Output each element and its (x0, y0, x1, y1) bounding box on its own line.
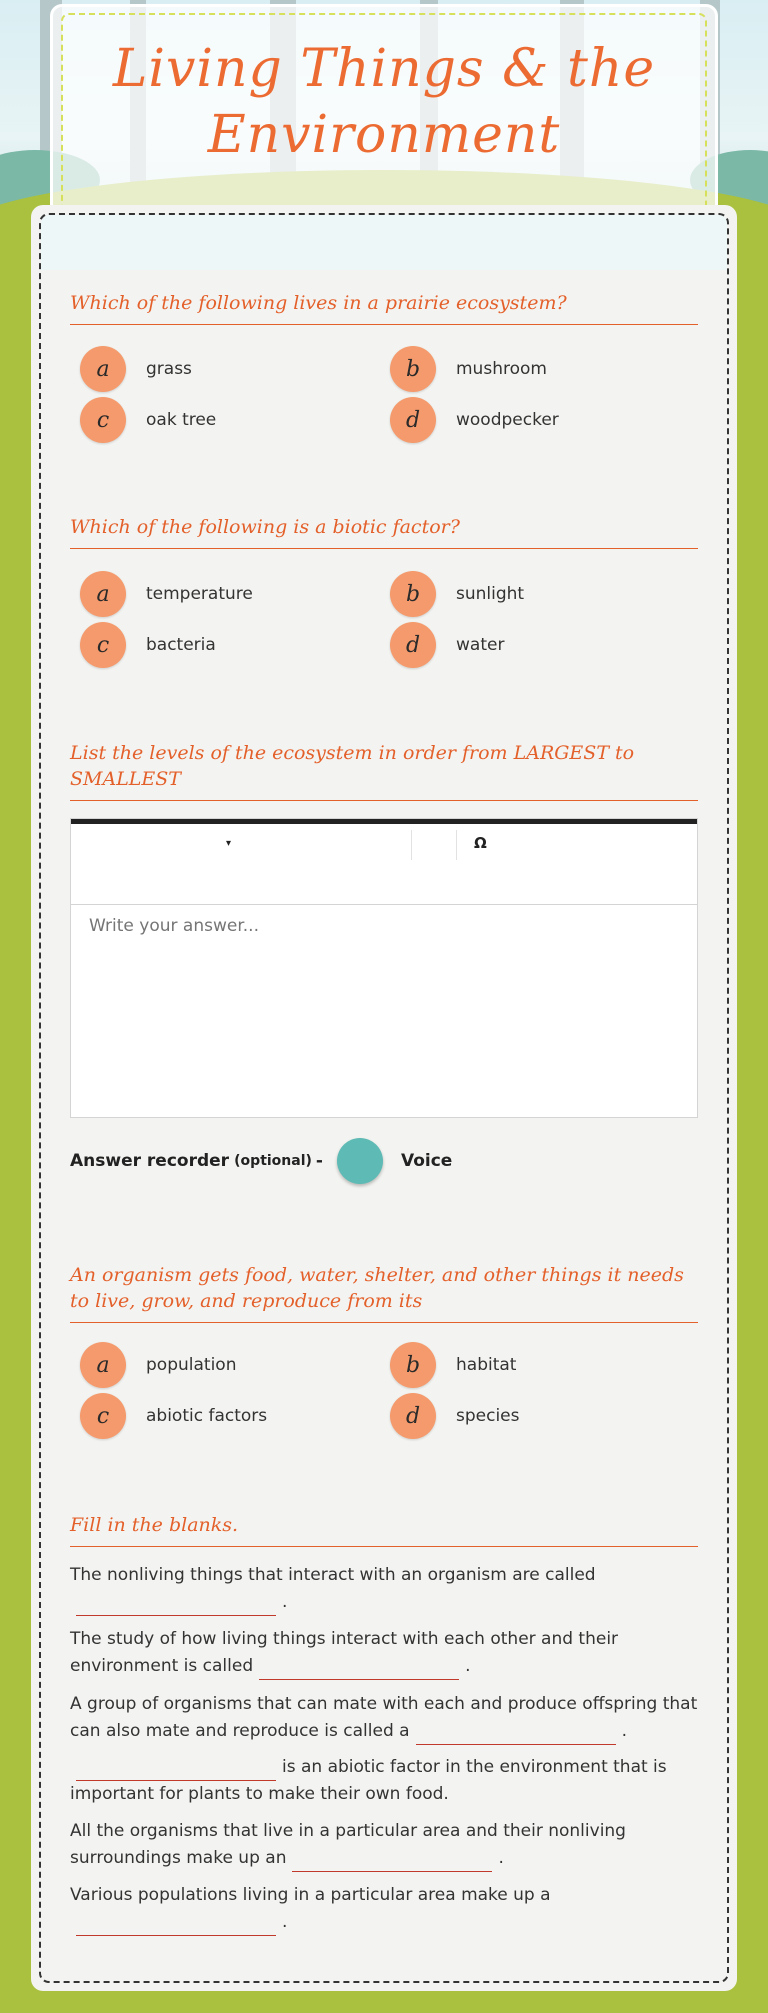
blank-input[interactable] (76, 1913, 276, 1936)
fill-in-sentence-3 (70, 1691, 698, 1745)
recorder-dash: - (315, 1151, 323, 1171)
toolbar-divider (456, 830, 457, 860)
question-4 (70, 1262, 698, 1323)
answer-editor (70, 818, 698, 1118)
answer-recorder (70, 1138, 452, 1184)
sentence-text: . (282, 1912, 288, 1932)
blank-input[interactable] (76, 1593, 276, 1616)
option-text: bacteria (146, 635, 216, 655)
question-title: Which of the following is a biotic factor? (70, 514, 698, 549)
option-text: habitat (456, 1355, 517, 1375)
question-title: An organism gets food, water, shelter, and other things it needs to live, grow, and reproduce from its (70, 1262, 698, 1323)
recorder-voice-label: Voice (400, 1151, 453, 1171)
option-letter-bubble[interactable]: d (390, 397, 436, 443)
sentence-text: The study of how living things interact with each other and their environment is called (70, 1629, 619, 1676)
blank-input[interactable] (416, 1722, 616, 1745)
editor-toolbar (71, 824, 697, 905)
record-voice-button[interactable] (337, 1138, 383, 1184)
sentence-text: . (498, 1848, 504, 1868)
option-letter-bubble[interactable]: c (80, 1393, 126, 1439)
sentence-text: All the organisms that live in a particular area and their nonliving surroundings make up an (70, 1821, 626, 1868)
question-2 (70, 514, 698, 549)
format-dropdown-chevron-icon[interactable]: ▾ (226, 838, 232, 849)
fill-in-sentence-4 (70, 1754, 698, 1808)
fill-in-sentence-5 (70, 1818, 698, 1872)
question-1 (70, 290, 698, 325)
option-text: water (456, 635, 505, 655)
question-3 (70, 740, 698, 801)
option-text: abiotic factors (146, 1406, 268, 1426)
option-text: species (456, 1406, 520, 1426)
page-title: Living Things & the Environment (112, 39, 656, 165)
option-b[interactable] (390, 571, 524, 617)
option-b[interactable] (390, 346, 547, 392)
fill-in-sentence-6 (70, 1882, 698, 1936)
recorder-optional-label: (optional) (234, 1153, 312, 1169)
option-text: mushroom (456, 359, 547, 379)
option-letter-bubble[interactable]: c (80, 397, 126, 443)
option-text: oak tree (146, 410, 217, 430)
option-d[interactable] (390, 622, 504, 668)
option-d[interactable] (390, 397, 559, 443)
toolbar-divider (411, 830, 412, 860)
option-a[interactable] (80, 1342, 236, 1388)
sentence-text: . (621, 1721, 627, 1741)
option-a[interactable] (80, 571, 253, 617)
question-title: Which of the following lives in a prairie ecosystem? (70, 290, 698, 325)
sentence-text: Various populations living in a particular area make up a (70, 1885, 551, 1905)
option-text: population (146, 1355, 237, 1375)
blank-input[interactable] (292, 1849, 492, 1872)
option-letter-bubble[interactable]: b (390, 1342, 436, 1388)
answer-input[interactable] (87, 915, 681, 937)
option-b[interactable] (390, 1342, 516, 1388)
blank-input[interactable] (259, 1657, 459, 1680)
special-characters-omega-icon[interactable]: Ω (474, 834, 487, 852)
option-letter-bubble[interactable]: a (80, 1342, 126, 1388)
option-letter-bubble[interactable]: b (390, 346, 436, 392)
option-c[interactable] (80, 622, 216, 668)
blank-input[interactable] (76, 1758, 276, 1781)
option-letter-bubble[interactable]: a (80, 571, 126, 617)
fill-in-sentence-2 (70, 1626, 698, 1680)
option-text: woodpecker (456, 410, 559, 430)
question-title: Fill in the blanks. (70, 1512, 698, 1547)
recorder-label: Answer recorder (70, 1151, 230, 1171)
question-5 (70, 1512, 698, 1547)
option-text: temperature (146, 584, 253, 604)
option-letter-bubble[interactable]: c (80, 622, 126, 668)
question-title: List the levels of the ecosystem in order from LARGEST to SMALLEST (70, 740, 698, 801)
sentence-text: is an abiotic factor in the environment that is important for plants to make their own food. (70, 1757, 667, 1804)
option-c[interactable] (80, 397, 216, 443)
option-letter-bubble[interactable]: d (390, 622, 436, 668)
sentence-text: The nonliving things that interact with an organism are called (70, 1565, 596, 1585)
sentence-text: A group of organisms that can mate with each and produce offspring that can also mate and reproduce is called a (70, 1694, 698, 1741)
sentence-text: . (465, 1656, 471, 1676)
option-text: grass (146, 359, 192, 379)
option-d[interactable] (390, 1393, 520, 1439)
option-letter-bubble[interactable]: d (390, 1393, 436, 1439)
option-a[interactable] (80, 346, 192, 392)
option-text: sunlight (456, 584, 525, 604)
option-letter-bubble[interactable]: a (80, 346, 126, 392)
sentence-text: . (282, 1592, 288, 1612)
option-c[interactable] (80, 1393, 267, 1439)
option-letter-bubble[interactable]: b (390, 571, 436, 617)
fill-in-sentence-1 (70, 1562, 698, 1616)
